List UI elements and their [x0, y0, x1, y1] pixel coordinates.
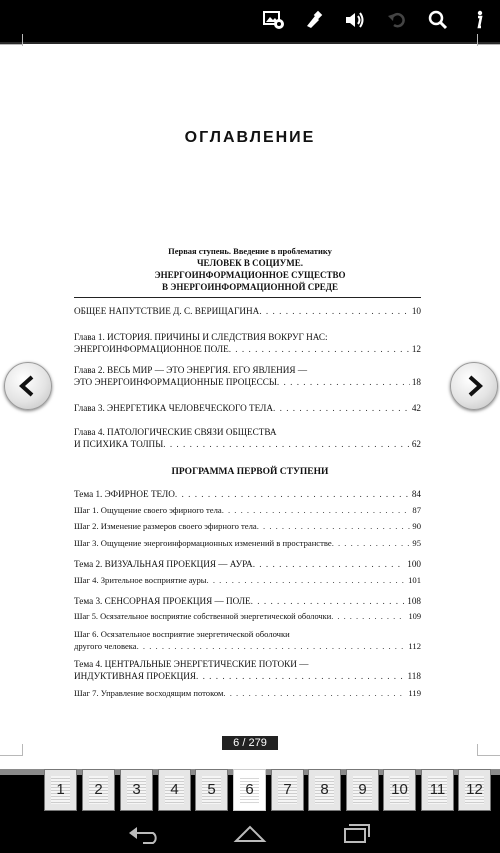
- chevron-left-icon: [16, 374, 40, 398]
- brightness-icon[interactable]: [302, 10, 326, 32]
- thumbnail-page[interactable]: [271, 769, 304, 811]
- toc-entry[interactable]: [74, 574, 421, 586]
- thumbnail-page[interactable]: [421, 769, 454, 811]
- toc-entry[interactable]: [74, 426, 421, 450]
- toc-entry-page: 87: [412, 505, 421, 515]
- toc-entry-title: Шаг 1. Ощущение своего эфирного тела: [74, 505, 222, 515]
- thumbnail-number: 2: [94, 781, 103, 798]
- toc-entry-title: ЭНЕРГОИНФОРМАЦИОННОЕ ПОЛЕ: [74, 344, 229, 354]
- toc-entry[interactable]: [74, 658, 421, 682]
- toc-entry-title: И ПСИХИКА ТОЛПЫ: [74, 439, 164, 449]
- thumbnail-page[interactable]: [383, 769, 416, 811]
- toc-entry-page: 42: [411, 403, 421, 413]
- chevron-right-icon: [462, 374, 486, 398]
- toc-entry-title: Тема 3. СЕНСОРНАЯ ПРОЕКЦИЯ — ПОЛЕ: [74, 596, 251, 606]
- thumbnail-number: 9: [358, 781, 367, 798]
- book-page[interactable]: [0, 44, 500, 769]
- toc-entry-page: 118: [407, 671, 421, 681]
- toc-entry[interactable]: [74, 537, 421, 549]
- toc-entry-page: 95: [412, 538, 421, 548]
- divider: [74, 297, 421, 298]
- toc-entry[interactable]: [74, 611, 421, 623]
- crop-mark: [478, 755, 500, 756]
- thumbnail-page[interactable]: [44, 769, 77, 811]
- thumbnail-page[interactable]: [120, 769, 153, 811]
- toc-entry-page: 112: [408, 641, 421, 651]
- thumbnail-number: 6: [245, 781, 254, 798]
- toc-entry-page: 101: [408, 575, 421, 585]
- crop-mark: [0, 755, 22, 756]
- toc-entry[interactable]: [74, 504, 421, 516]
- thumbnail-number: 7: [283, 781, 292, 798]
- intro-line: ЧЕЛОВЕК В СОЦИУМЕ.: [196, 258, 304, 268]
- thumbnail-number: 3: [132, 781, 141, 798]
- toc-entry-title: Тема 4. ЦЕНТРАЛЬНЫЕ ЭНЕРГЕТИЧЕСКИЕ ПОТОКИ —: [74, 659, 309, 669]
- thumbnail-number: 1: [56, 781, 65, 798]
- recent-apps-icon[interactable]: [337, 821, 377, 845]
- toc-entry[interactable]: [74, 364, 421, 388]
- gallery-settings-icon[interactable]: [262, 10, 286, 32]
- thumbnail-page[interactable]: [458, 769, 491, 811]
- toc-entry[interactable]: [74, 331, 421, 355]
- page-title: ОГЛАВЛЕНИЕ: [184, 129, 316, 146]
- toc-entry[interactable]: [74, 628, 421, 652]
- crop-mark: [478, 44, 500, 45]
- toc-entry[interactable]: [74, 687, 421, 699]
- crop-mark: [22, 744, 23, 756]
- toc-entry-title: Глава 4. ПАТОЛОГИЧЕСКИЕ СВЯЗИ ОБЩЕСТВА: [74, 427, 277, 437]
- toc-entry-page: 100: [407, 559, 421, 569]
- toc-entry-title: ЭТО ЭНЕРГОИНФОРМАЦИОННЫЕ ПРОЦЕССЫ: [74, 377, 277, 387]
- section-intro: [0, 245, 500, 293]
- toc-entry-title: Глава 2. ВЕСЬ МИР — ЭТО ЭНЕРГИЯ. ЕГО ЯВЛЕНИЯ —: [74, 365, 308, 375]
- crop-mark: [0, 44, 22, 45]
- top-toolbar: [0, 0, 500, 42]
- toc-entry-page: 119: [408, 688, 421, 698]
- intro-line: ЭНЕРГОИНФОРМАЦИОННОЕ СУЩЕСТВО: [154, 270, 346, 280]
- toc-entry-title: Шаг 2. Изменение размеров своего эфирного тела: [74, 521, 257, 531]
- back-icon[interactable]: [125, 821, 165, 845]
- toc-entry-page: 10: [411, 306, 421, 316]
- thumbnail-page[interactable]: [82, 769, 115, 811]
- crop-mark: [477, 744, 478, 756]
- toc-entry-title: Шаг 5. Осязательное восприятие собственной энергетической оболочки: [74, 612, 332, 621]
- volume-icon[interactable]: [343, 10, 367, 32]
- thumbnail-number: 8: [320, 781, 329, 798]
- info-icon[interactable]: [467, 10, 491, 32]
- toc-entry-page: 84: [411, 489, 421, 499]
- toc-entry-title: Тема 2. ВИЗУАЛЬНАЯ ПРОЕКЦИЯ — АУРА: [74, 559, 253, 569]
- thumbnail-number: 4: [170, 781, 179, 798]
- thumbnail-page[interactable]: [195, 769, 228, 811]
- thumbnail-page[interactable]: [308, 769, 341, 811]
- toc-entry-title: Тема 1. ЭФИРНОЕ ТЕЛО: [74, 489, 175, 499]
- toc-entry[interactable]: [74, 402, 421, 414]
- thumbnail-number: 12: [466, 781, 483, 798]
- toc-entry-title: ОБЩЕЕ НАПУТСТВИЕ Д. С. ВЕРИЩАГИНА: [74, 306, 260, 316]
- toc-entry-page: 12: [411, 344, 421, 354]
- intro-line: В ЭНЕРГОИНФОРМАЦИОННОЙ СРЕДЕ: [162, 282, 338, 292]
- intro-line: Первая ступень. Введение в проблематику: [168, 246, 332, 256]
- toc-entry-title: Шаг 3. Ощущение энергоинформационных изменений в пространстве: [74, 538, 332, 548]
- thumbnail-page[interactable]: [158, 769, 191, 811]
- section-heading: ПРОГРАММА ПЕРВОЙ СТУПЕНИ: [171, 467, 329, 477]
- next-page-button[interactable]: [450, 362, 498, 410]
- page-indicator: 6 / 279: [222, 736, 278, 750]
- toc-entry-page: 62: [411, 439, 421, 449]
- toc-entry-title: Глава 3. ЭНЕРГЕТИКА ЧЕЛОВЕЧЕСКОГО ТЕЛА: [74, 403, 274, 413]
- toc-entry-title: Глава 1. ИСТОРИЯ. ПРИЧИНЫ И СЛЕДСТВИЯ ВОКРУГ НАС:: [74, 332, 328, 342]
- home-icon[interactable]: [230, 821, 270, 845]
- toc-entry-title: другого человека: [74, 641, 137, 651]
- thumbnail-number: 5: [207, 781, 216, 798]
- toc-entry[interactable]: [74, 488, 421, 500]
- thumbnail-number: 10: [391, 781, 408, 798]
- rotate-icon[interactable]: [385, 10, 409, 32]
- toc-entry-title: ИНДУКТИВНАЯ ПРОЕКЦИЯ: [74, 671, 196, 681]
- search-icon[interactable]: [426, 10, 450, 32]
- toc-entry-page: 18: [411, 377, 421, 387]
- crop-mark: [477, 34, 478, 46]
- crop-mark: [22, 34, 23, 46]
- prev-page-button[interactable]: [4, 362, 52, 410]
- toc-entry-title: Шаг 7. Управление восходящим потоком: [74, 688, 224, 698]
- toc-entry[interactable]: [74, 558, 421, 570]
- toc-entry[interactable]: [74, 595, 421, 607]
- thumbnail-page[interactable]: [346, 769, 379, 811]
- system-nav-bar: [0, 813, 500, 853]
- toc-entry-title: Шаг 4. Зрительное восприятие ауры: [74, 575, 207, 585]
- toc-entry-title: Шаг 6. Осязательное восприятие энергетической оболочки: [74, 629, 290, 639]
- toc-entry[interactable]: [74, 305, 421, 317]
- toc-entry-page: 109: [408, 612, 421, 621]
- thumbnail-number: 11: [429, 781, 446, 798]
- toc-entry[interactable]: [74, 520, 421, 532]
- toc-entry-page: 108: [407, 596, 421, 606]
- thumbnail-page-current[interactable]: [233, 769, 266, 811]
- toc-entry-page: 90: [412, 521, 421, 531]
